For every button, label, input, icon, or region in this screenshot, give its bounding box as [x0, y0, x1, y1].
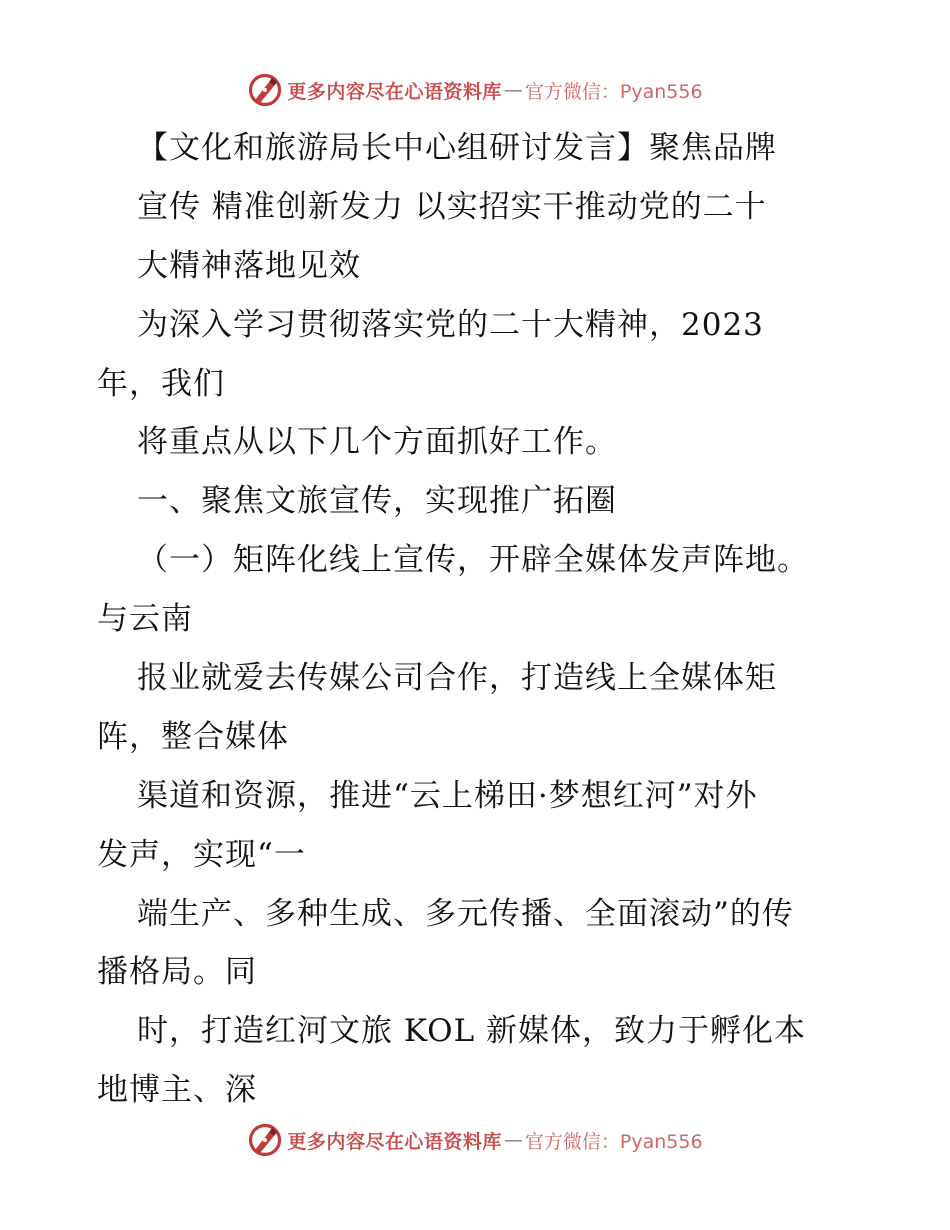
paragraph-line: 报业就爱去传媒公司合作，打造线上全媒体矩: [137, 660, 777, 697]
watermark-text: 更多内容尽在心语资料库: [287, 80, 502, 103]
pen-circle-logo-icon: [247, 72, 283, 108]
pen-circle-logo-icon: [247, 1122, 283, 1158]
watermark-separator: —: [503, 79, 523, 101]
title-line-3: 大精神落地见效: [137, 247, 361, 284]
paragraph-line: 地博主、深: [97, 1072, 257, 1109]
paragraph-line: 渠道和资源，推进“云上梯田·梦想红河”对外: [137, 777, 758, 814]
paragraph-line: 播格局。同: [97, 954, 257, 991]
header-watermark: [0, 70, 950, 110]
watermark-wechat: 官方微信：Pyan556: [524, 1130, 703, 1153]
paragraph-line: 将重点从以下几个方面抓好工作。: [137, 424, 617, 461]
title-line-1: 【文化和旅游局长中心组研讨发言】聚焦品牌: [137, 130, 777, 166]
watermark-wechat: 官方微信：Pyan556: [524, 80, 703, 103]
paragraph-line: 时，打造红河文旅 KOL 新媒体，致力于孵化本: [137, 1013, 807, 1050]
paragraph-line: 与云南: [97, 601, 193, 638]
paragraph-line: 发声，实现“一: [97, 836, 306, 873]
watermark-text: 更多内容尽在心语资料库: [287, 1130, 502, 1153]
paragraph-line: 为深入学习贯彻落实党的二十大精神，2023: [137, 306, 764, 343]
subsection-heading: （一）矩阵化线上宣传，开辟全媒体发声阵地。: [137, 542, 809, 579]
title-line-2: 宣传 精准创新发力 以实招实干推动党的二十: [137, 188, 767, 225]
paragraph-line: 年，我们: [97, 365, 225, 402]
paragraph-line: 阵，整合媒体: [97, 718, 289, 755]
watermark-separator: —: [503, 1129, 523, 1151]
document-body: [97, 119, 877, 1120]
footer-watermark: [0, 1120, 950, 1160]
paragraph-line: 端生产、多种生成、多元传播、全面滚动”的传: [137, 895, 794, 932]
section-heading: 一、聚焦文旅宣传，实现推广拓圈: [137, 483, 617, 520]
